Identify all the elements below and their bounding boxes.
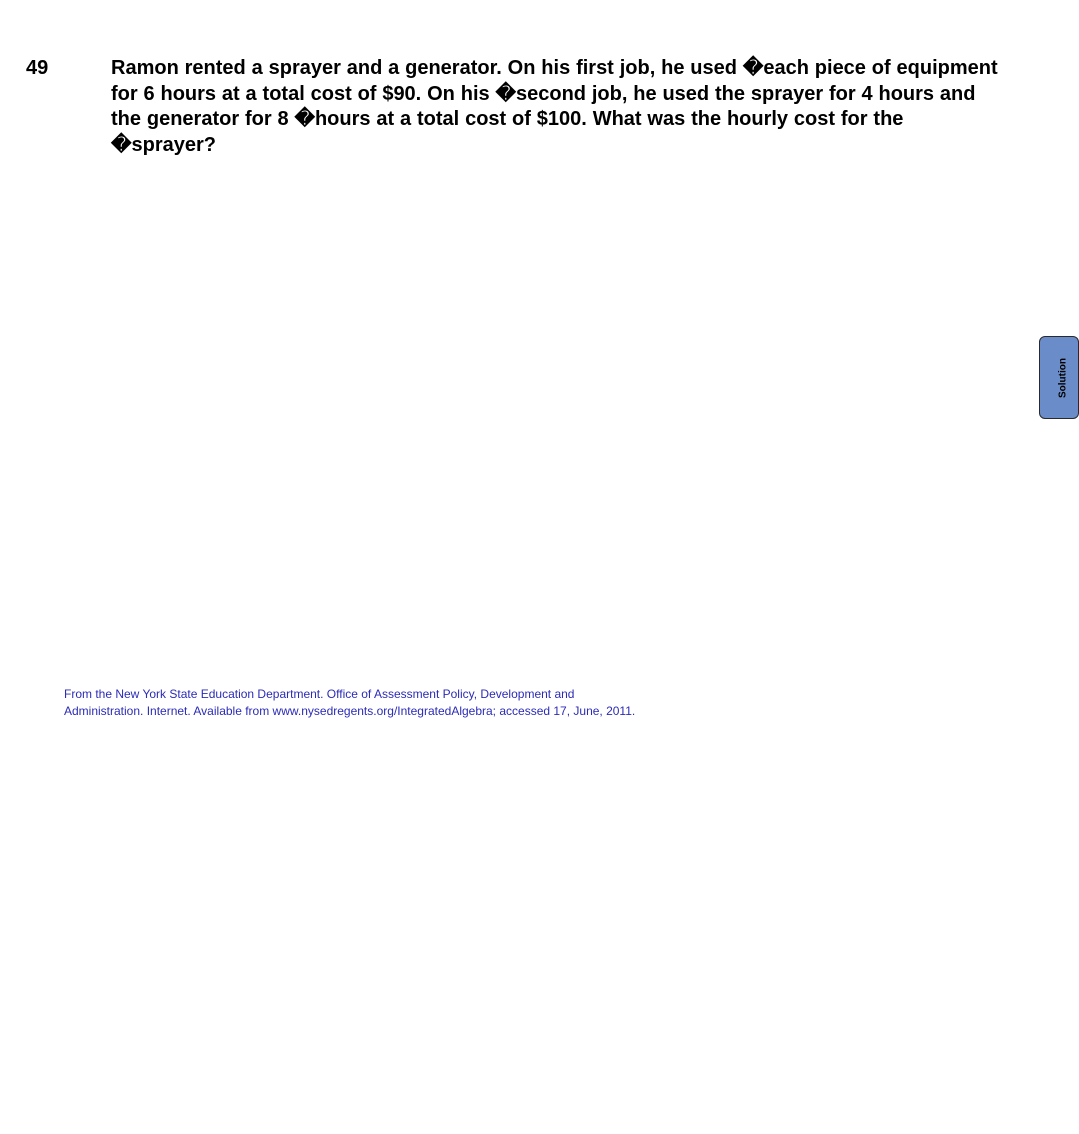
solution-button-label[interactable]: Solution	[1057, 358, 1069, 398]
source-citation: From the New York State Education Department. Office of Assessment Policy, Development and Administration. Internet. Available from www.nysedregents.org/IntegratedAlgebra; accessed 17, June, 2011.	[64, 687, 636, 718]
question-number: 49	[26, 57, 49, 79]
question-text: Ramon rented a sprayer and a generator. On his first job, he used �each piece of equipment for 6 hours at a total cost of $90. On his �second job, he used the sprayer for 4 hours and the generator for 8 �hours at a total cost of $100. What was the hourly cost for the �sprayer?	[111, 57, 998, 156]
